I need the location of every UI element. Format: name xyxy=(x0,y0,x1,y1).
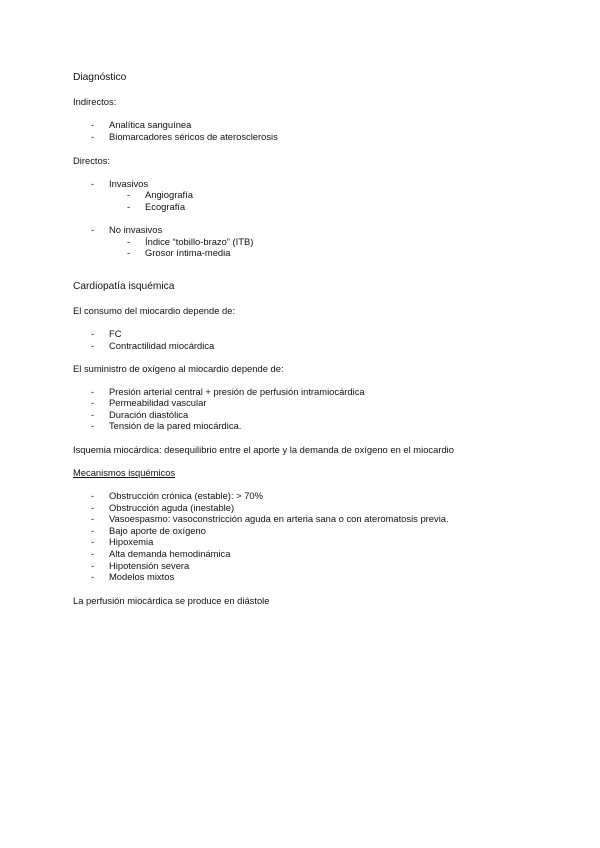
list-item: Permeabilidad vascular xyxy=(109,397,207,408)
bullet-marker: - xyxy=(127,236,131,247)
bullet-marker: - xyxy=(91,340,95,351)
suministro-label: El suministro de oxígeno al miocardio depende de: xyxy=(73,363,284,374)
list-item: Presión arterial central + presión de perfusión intramiocárdica xyxy=(109,386,365,397)
isquemia-definition: Isquemia miocárdica: desequilibrio entre el aporte y la demanda de oxígeno en el miocardio xyxy=(73,444,454,455)
bullet-marker: - xyxy=(91,513,95,524)
consumo-label: El consumo del miocardio depende de: xyxy=(73,305,236,316)
list-item: Modelos mixtos xyxy=(109,571,175,582)
list-item: Grosor íntima-media xyxy=(145,247,231,258)
list-item: Hipoxemia xyxy=(109,536,154,547)
bullet-marker: - xyxy=(91,131,95,142)
bullet-marker: - xyxy=(91,397,95,408)
bullet-marker: - xyxy=(91,119,95,130)
bullet-marker: - xyxy=(91,178,95,189)
list-item: Tensión de la pared miocárdica. xyxy=(109,420,242,431)
invasivos-label: Invasivos xyxy=(109,178,149,189)
list-item: Índice “tobillo-brazo” (ITB) xyxy=(145,236,254,247)
bullet-marker: - xyxy=(91,502,95,513)
list-item: Obstrucción aguda (inestable) xyxy=(109,502,235,513)
list-item: Alta demanda hemodinámica xyxy=(109,548,231,559)
list-item: Hipotensión severa xyxy=(109,560,190,571)
mecanismos-title: Mecanismos isquémicos xyxy=(73,467,176,478)
section-title-diagnostico: Diagnóstico xyxy=(73,72,127,83)
bullet-marker: - xyxy=(91,536,95,547)
list-item: FC xyxy=(109,328,122,339)
section-title-cardiopatia: Cardiopatía isquémica xyxy=(73,281,175,292)
bullet-marker: - xyxy=(91,548,95,559)
directos-label: Directos: xyxy=(73,155,110,166)
bullet-marker: - xyxy=(91,571,95,582)
perfusion-note: La perfusión miocárdica se produce en diástole xyxy=(73,595,270,606)
bullet-marker: - xyxy=(91,224,95,235)
list-item: Analítica sanguínea xyxy=(109,119,192,130)
list-item: Bajo aporte de oxígeno xyxy=(109,525,206,536)
bullet-marker: - xyxy=(127,189,131,200)
bullet-marker: - xyxy=(91,409,95,420)
bullet-marker: - xyxy=(91,328,95,339)
bullet-marker: - xyxy=(127,247,131,258)
list-item: Duración diastólica xyxy=(109,409,189,420)
bullet-marker: - xyxy=(91,525,95,536)
bullet-marker: - xyxy=(91,420,95,431)
indirectos-label: Indirectos: xyxy=(73,96,117,107)
list-item: Contractilidad miocárdica xyxy=(109,340,215,351)
list-item: Biomarcadores séricos de aterosclerosis xyxy=(109,131,278,142)
bullet-marker: - xyxy=(127,201,131,212)
bullet-marker: - xyxy=(91,560,95,571)
list-item: Vasoespasmo: vasoconstricción aguda en arteria sana o con ateromatosis previa. xyxy=(109,513,449,524)
bullet-marker: - xyxy=(91,386,95,397)
no-invasivos-label: No invasivos xyxy=(109,224,163,235)
list-item: Obstrucción crónica (estable): > 70% xyxy=(109,490,263,501)
list-item: Ecografía xyxy=(145,201,186,212)
bullet-marker: - xyxy=(91,490,95,501)
list-item: Angiografía xyxy=(145,189,193,200)
